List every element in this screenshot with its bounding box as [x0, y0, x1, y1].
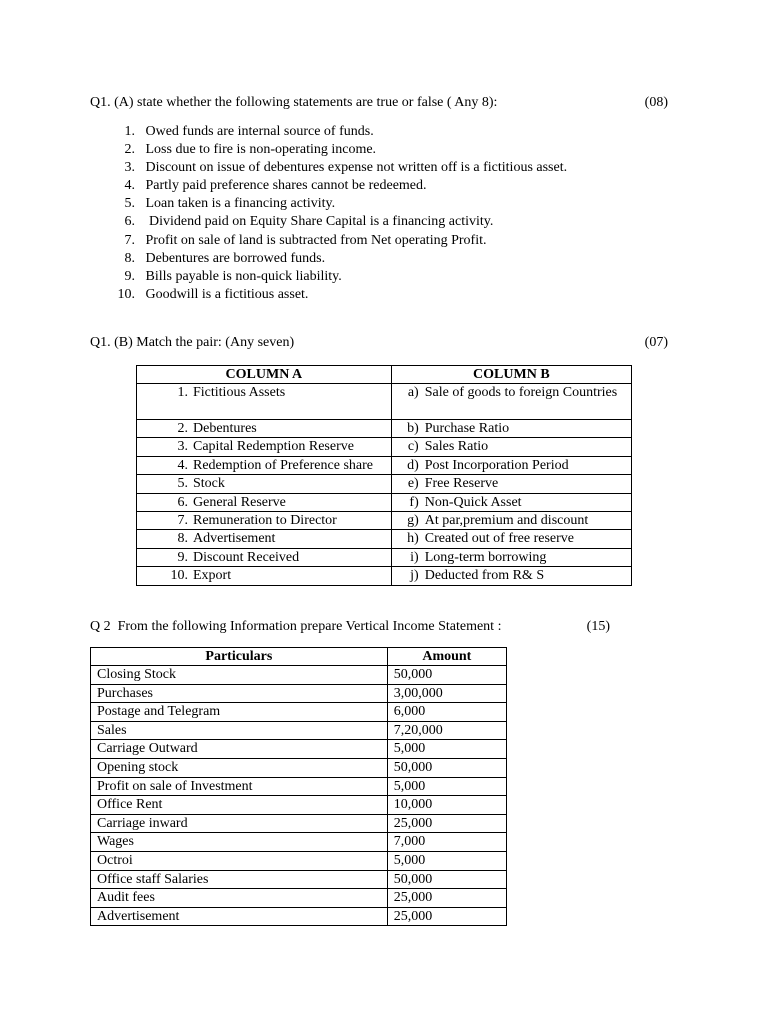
item-text: At par,premium and discount — [424, 512, 589, 528]
list-item — [110, 213, 567, 231]
item-text: Fictitious Assets — [193, 385, 286, 400]
item-number: 3. — [177, 439, 188, 455]
q1b-marks: (07) — [644, 335, 668, 350]
item-number: 5. — [177, 476, 188, 492]
particular-cell: Octroi — [91, 851, 388, 870]
table-row — [137, 438, 632, 456]
table-row — [137, 530, 632, 548]
table-row — [91, 777, 507, 796]
amount-cell: 7,20,000 — [387, 721, 506, 740]
item-text: Free Reserve — [424, 476, 499, 492]
amount-cell: 3,00,000 — [387, 684, 506, 703]
amount-header: Amount — [387, 648, 506, 666]
table-row — [91, 740, 507, 759]
table-row — [91, 703, 507, 722]
q2-marks: (15) — [586, 619, 610, 634]
item-number: 2. — [177, 421, 188, 436]
q1b-heading-row — [90, 334, 668, 352]
column-a-cell — [137, 384, 392, 420]
q1b-heading: Q1. (B) Match the pair: (Any seven) — [90, 335, 295, 350]
item-number: 4. — [177, 457, 188, 473]
item-number: 10. — [170, 568, 188, 584]
column-b-cell — [391, 420, 631, 438]
item-text: General Reserve — [193, 494, 286, 510]
table-header-row — [137, 366, 632, 384]
list-item — [110, 250, 567, 268]
item-letter: e) — [407, 476, 419, 492]
table-row — [137, 456, 632, 474]
table-row — [137, 475, 632, 493]
amount-cell: 7,000 — [387, 833, 506, 852]
particular-cell: Profit on sale of Investment — [91, 777, 388, 796]
amount-cell: 6,000 — [387, 703, 506, 722]
column-b-cell — [391, 493, 631, 511]
particular-cell: Postage and Telegram — [91, 703, 388, 722]
item-text: Stock — [193, 476, 225, 492]
amount-cell: 50,000 — [387, 666, 506, 685]
item-text: Loan taken is a financing activity. — [145, 196, 336, 212]
item-text: Owed funds are internal source of funds. — [145, 124, 374, 139]
table-row — [91, 684, 507, 703]
column-b-cell — [391, 384, 631, 420]
list-item — [110, 177, 567, 195]
particular-cell: Closing Stock — [91, 666, 388, 685]
column-b-cell — [391, 567, 631, 585]
amount-cell: 10,000 — [387, 796, 506, 815]
column-b-cell — [391, 548, 631, 566]
item-number: 6. — [177, 494, 188, 510]
item-text: Sale of goods to foreign Countries — [424, 385, 618, 400]
q1a-heading-row — [90, 94, 668, 112]
item-text: Debentures are borrowed funds. — [145, 250, 326, 266]
item-text: Dividend paid on Equity Share Capital is a financing activity. — [145, 214, 494, 230]
table-row — [137, 548, 632, 566]
list-item — [110, 232, 567, 250]
item-text: Capital Redemption Reserve — [193, 439, 354, 455]
column-a-cell — [137, 475, 392, 493]
column-a-cell — [137, 438, 392, 456]
column-b-cell — [391, 475, 631, 493]
item-letter: g) — [407, 512, 419, 528]
amount-cell: 5,000 — [387, 777, 506, 796]
table-row — [91, 666, 507, 685]
item-letter: b) — [407, 421, 419, 436]
item-letter: f) — [409, 494, 419, 510]
column-a-header: COLUMN A — [137, 366, 392, 384]
item-text: Advertisement — [193, 531, 276, 547]
table-header-row — [91, 648, 507, 666]
item-number: 4. — [124, 178, 135, 194]
item-number: 1. — [124, 124, 135, 139]
item-text: Profit on sale of land is subtracted from Net operating Profit. — [145, 232, 487, 248]
table-row — [91, 758, 507, 777]
item-letter: i) — [410, 549, 419, 565]
q2-heading-row — [90, 618, 610, 636]
q2-heading: Q 2 From the following Information prepare Vertical Income Statement : — [90, 619, 502, 634]
list-item — [110, 141, 567, 159]
column-a-cell — [137, 493, 392, 511]
item-number: 8. — [124, 250, 135, 266]
q1a-statement-list — [110, 123, 567, 304]
table-row — [137, 511, 632, 529]
list-item — [110, 195, 567, 213]
q1a-marks: (08) — [644, 95, 668, 110]
list-item — [110, 268, 567, 286]
item-letter: d) — [407, 457, 419, 473]
item-text: Redemption of Preference share — [193, 457, 373, 473]
item-text: Discount on issue of debentures expense not written off is a fictitious asset. — [145, 160, 568, 176]
item-number: 6. — [124, 214, 135, 230]
particular-cell: Purchases — [91, 684, 388, 703]
item-text: Partly paid preference shares cannot be redeemed. — [145, 178, 427, 194]
item-number: 10. — [117, 286, 135, 302]
amount-cell: 5,000 — [387, 740, 506, 759]
column-b-cell — [391, 511, 631, 529]
amount-cell: 5,000 — [387, 851, 506, 870]
item-text: Long-term borrowing — [424, 549, 547, 565]
table-row — [91, 833, 507, 852]
list-item — [110, 286, 567, 304]
particular-cell: Office Rent — [91, 796, 388, 815]
table-row — [91, 814, 507, 833]
particular-cell: Office staff Salaries — [91, 870, 388, 889]
column-a-cell — [137, 548, 392, 566]
amount-cell: 25,000 — [387, 889, 506, 908]
particulars-header: Particulars — [91, 648, 388, 666]
item-number: 2. — [124, 142, 135, 158]
particular-cell: Audit fees — [91, 889, 388, 908]
item-letter: j) — [410, 568, 419, 584]
table-row — [91, 796, 507, 815]
column-b-cell — [391, 530, 631, 548]
item-text: Sales Ratio — [424, 439, 489, 455]
item-text: Created out of free reserve — [424, 531, 574, 547]
column-a-cell — [137, 530, 392, 548]
particular-cell: Sales — [91, 721, 388, 740]
item-number: 7. — [124, 232, 135, 248]
list-item — [110, 159, 567, 177]
item-number: 9. — [177, 549, 188, 565]
item-text: Remuneration to Director — [193, 512, 337, 528]
item-number: 5. — [124, 196, 135, 212]
table-row — [91, 870, 507, 889]
item-number: 3. — [124, 160, 135, 176]
column-b-cell — [391, 438, 631, 456]
item-text: Goodwill is a fictitious asset. — [145, 286, 309, 302]
item-number: 8. — [177, 531, 188, 547]
item-number: 9. — [124, 268, 135, 284]
item-text: Purchase Ratio — [424, 421, 510, 436]
list-item — [110, 123, 567, 141]
column-b-cell — [391, 456, 631, 474]
table-row — [137, 567, 632, 585]
item-text: Bills payable is non-quick liability. — [145, 268, 342, 284]
amount-cell: 25,000 — [387, 907, 506, 926]
amount-cell: 25,000 — [387, 814, 506, 833]
item-text: Deducted from R& S — [424, 568, 545, 584]
amount-cell: 50,000 — [387, 758, 506, 777]
table-row — [137, 384, 632, 420]
item-text: Non-Quick Asset — [424, 494, 522, 510]
column-a-cell — [137, 420, 392, 438]
amount-cell: 50,000 — [387, 870, 506, 889]
column-a-cell — [137, 456, 392, 474]
item-number: 7. — [177, 512, 188, 528]
table-row — [91, 907, 507, 926]
table-row — [137, 420, 632, 438]
item-number: 1. — [177, 385, 188, 400]
item-text: Debentures — [193, 421, 257, 436]
particular-cell: Opening stock — [91, 758, 388, 777]
item-letter: a) — [407, 385, 419, 400]
information-table — [90, 647, 507, 926]
item-text: Loss due to fire is non-operating income. — [145, 142, 377, 158]
particular-cell: Advertisement — [91, 907, 388, 926]
item-letter: h) — [407, 531, 419, 547]
item-text: Post Incorporation Period — [424, 457, 569, 473]
table-row — [91, 889, 507, 908]
item-letter: c) — [407, 439, 419, 455]
table-row — [91, 851, 507, 870]
q1a-heading: Q1. (A) state whether the following statements are true or false ( Any 8): — [90, 95, 498, 110]
particular-cell: Carriage Outward — [91, 740, 388, 759]
match-the-pair-table — [136, 365, 632, 586]
column-a-cell — [137, 567, 392, 585]
table-row — [137, 493, 632, 511]
column-a-cell — [137, 511, 392, 529]
item-text: Export — [193, 568, 232, 584]
column-b-header: COLUMN B — [391, 366, 631, 384]
item-text: Discount Received — [193, 549, 300, 565]
particular-cell: Carriage inward — [91, 814, 388, 833]
table-row — [91, 721, 507, 740]
particular-cell: Wages — [91, 833, 388, 852]
